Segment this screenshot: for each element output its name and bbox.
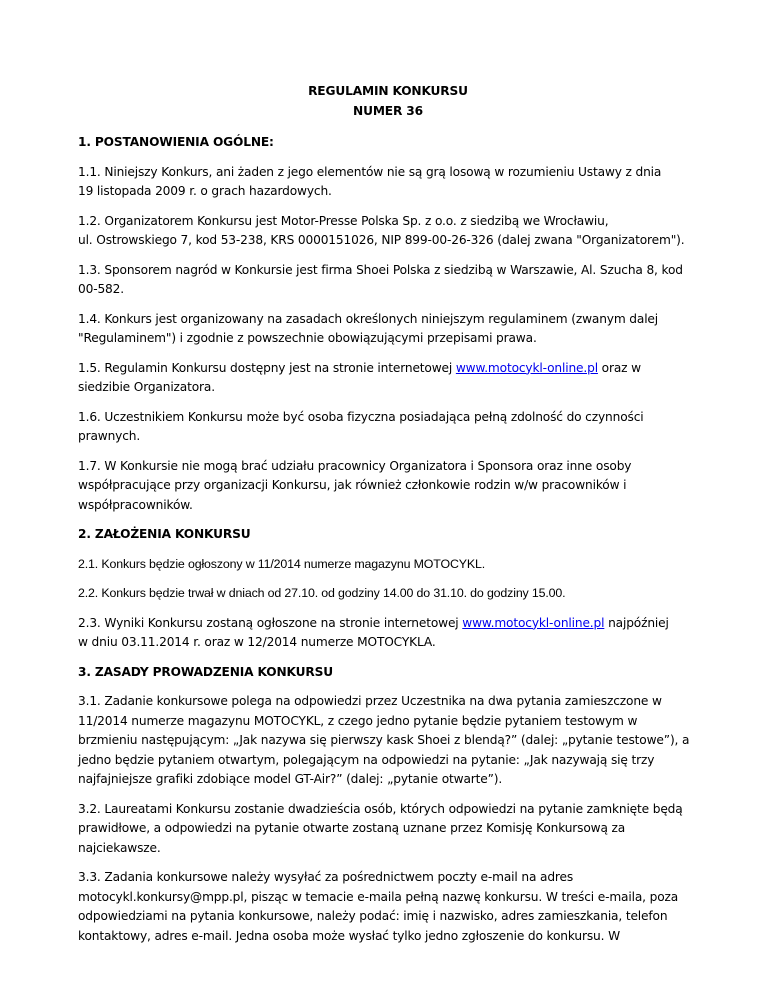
section-heading: 1. POSTANOWIENIA OGÓLNE: [78, 135, 274, 149]
text-line: 1.1. Niniejszy Konkurs, ani żaden z jego elementów nie są grą losową w rozumieniu Ustawy z dnia [78, 164, 662, 179]
text-line: "Regulaminem") i zgodnie z powszechnie obowiązującymi przepisami prawa. [78, 331, 537, 345]
text-line: 1.2. Organizatorem Konkursu jest Motor-Presse Polska Sp. z o.o. z siedzibą we Wrocławiu, [78, 213, 609, 228]
text-line: brzmieniu następującym: „Jak nazywa się pierwszy kask Shoei z blendą?” (dalej: „pytanie testowe”), a [78, 733, 690, 747]
title-line-2: NUMER 36 [353, 103, 423, 118]
section-2 [78, 525, 698, 653]
paragraph-1-2 [78, 212, 698, 251]
text-line: jedno będzie pytaniem otwartym, polegającym na odpowiedzi na pytanie: „Jak nazywają się trzy [78, 752, 655, 767]
text-fragment: 2.3. Wyniki Konkursu zostaną ogłoszone na stronie internetowej [78, 615, 463, 630]
text-line [78, 614, 698, 634]
text-fragment: oraz w [597, 360, 641, 375]
text-line: 1.3. Sponsorem nagród w Konkursie jest firma Shoei Polska z siedzibą w Warszawie, Al. Szucha 8, kod [78, 262, 683, 277]
text-line: współpracowników. [78, 497, 193, 512]
text-line: prawnych. [78, 429, 141, 443]
text-line: odpowiedziami na pytania konkursowe, należy podać: imię i nazwisko, adres zamieszkania, telefon [78, 909, 668, 923]
text-line: kontaktowy, adres e-mail. Jedna osoba może wysłać tylko jedno zgłoszenie do konkursu. W [78, 928, 620, 943]
text-line: najfajniejsze grafiki zdobiące model GT-Air?” (dalej: „pytanie otwarte”). [78, 772, 503, 786]
paragraph-2-3 [78, 614, 698, 653]
website-link[interactable]: www.motocykl-online.pl [455, 360, 598, 375]
paragraph-3-3 [78, 868, 698, 946]
website-link[interactable]: www.motocykl-online.pl [462, 615, 605, 630]
section-1 [78, 133, 698, 515]
document-page [78, 82, 698, 956]
text-line: 3.1. Zadanie konkursowe polega na odpowiedzi przez Uczestnika na dwa pytania zamieszczone w [78, 694, 662, 708]
paragraph-1-1 [78, 163, 698, 202]
paragraph-1-7 [78, 457, 698, 516]
text-line: najciekawsze. [78, 840, 161, 855]
text-line: 00-582. [78, 282, 124, 296]
text-line: prawidłowe, a odpowiedzi na pytanie otwarte zostaną uznane przez Komisję Konkursową za [78, 821, 626, 835]
text-line: 1.4. Konkurs jest organizowany na zasadach określonych niniejszym regulaminem (zwanym dalej [78, 311, 659, 326]
text-line: 11/2014 numerze magazynu MOTOCYKL, z czego jedno pytanie będzie pytaniem testowym w [78, 713, 638, 728]
paragraph-1-3 [78, 261, 698, 300]
text-line: współpracujące przy organizacji Konkursu, jak również członkowie rodzin w/w pracowników i [78, 478, 627, 492]
text-line: w dniu 03.11.2014 r. oraz w 12/2014 numerze MOTOCYKLA. [78, 635, 436, 649]
text-line: 1.7. W Konkursie nie mogą brać udziału pracownicy Organizatora i Sponsora oraz inne osoby [78, 458, 632, 473]
paragraph-1-6 [78, 408, 698, 447]
paragraph-2-2: 2.2. Konkurs będzie trwał w dniach od 27.10. od godziny 14.00 do 31.10. do godziny 15.00. [78, 586, 566, 600]
text-line: 1.6. Uczestnikiem Konkursu może być osoba fizyczna posiadająca pełną zdolność do czynności [78, 409, 644, 424]
text-line: siedzibie Organizatora. [78, 380, 215, 394]
paragraph-3-2 [78, 800, 698, 859]
text-line: ul. Ostrowskiego 7, kod 53-238, KRS 0000151026, NIP 899-00-26-326 (dalej zwana "Organizatorem"). [78, 233, 685, 247]
text-line [78, 359, 698, 379]
paragraph-1-4 [78, 310, 698, 349]
text-line: 19 listopada 2009 r. o grach hazardowych. [78, 184, 332, 198]
paragraph-1-5 [78, 359, 698, 398]
text-line: 3.3. Zadania konkursowe należy wysyłać za pośrednictwem poczty e-mail na adres [78, 870, 574, 884]
document-title [78, 82, 698, 121]
text-fragment: 1.5. Regulamin Konkursu dostępny jest na stronie internetowej [78, 360, 456, 375]
paragraph-3-1 [78, 692, 698, 790]
section-heading: 3. ZASADY PROWADZENIA KONKURSU [78, 664, 333, 679]
paragraph-2-1: 2.1. Konkurs będzie ogłoszony w 11/2014 numerze magazynu MOTOCYKL. [78, 556, 486, 571]
text-line: 3.2. Laureatami Konkursu zostanie dwadzieścia osób, których odpowiedzi na pytanie zamknięte będą [78, 801, 683, 816]
text-fragment: najpóźniej [604, 615, 669, 630]
title-line-1: REGULAMIN KONKURSU [308, 84, 468, 98]
section-heading: 2. ZAŁOŻENIA KONKURSU [78, 527, 251, 541]
section-3 [78, 663, 698, 947]
text-line: motocykl.konkursy@mpp.pl, pisząc w temacie e-maila pełną nazwę konkursu. W treści e-maila, poza [78, 889, 679, 904]
